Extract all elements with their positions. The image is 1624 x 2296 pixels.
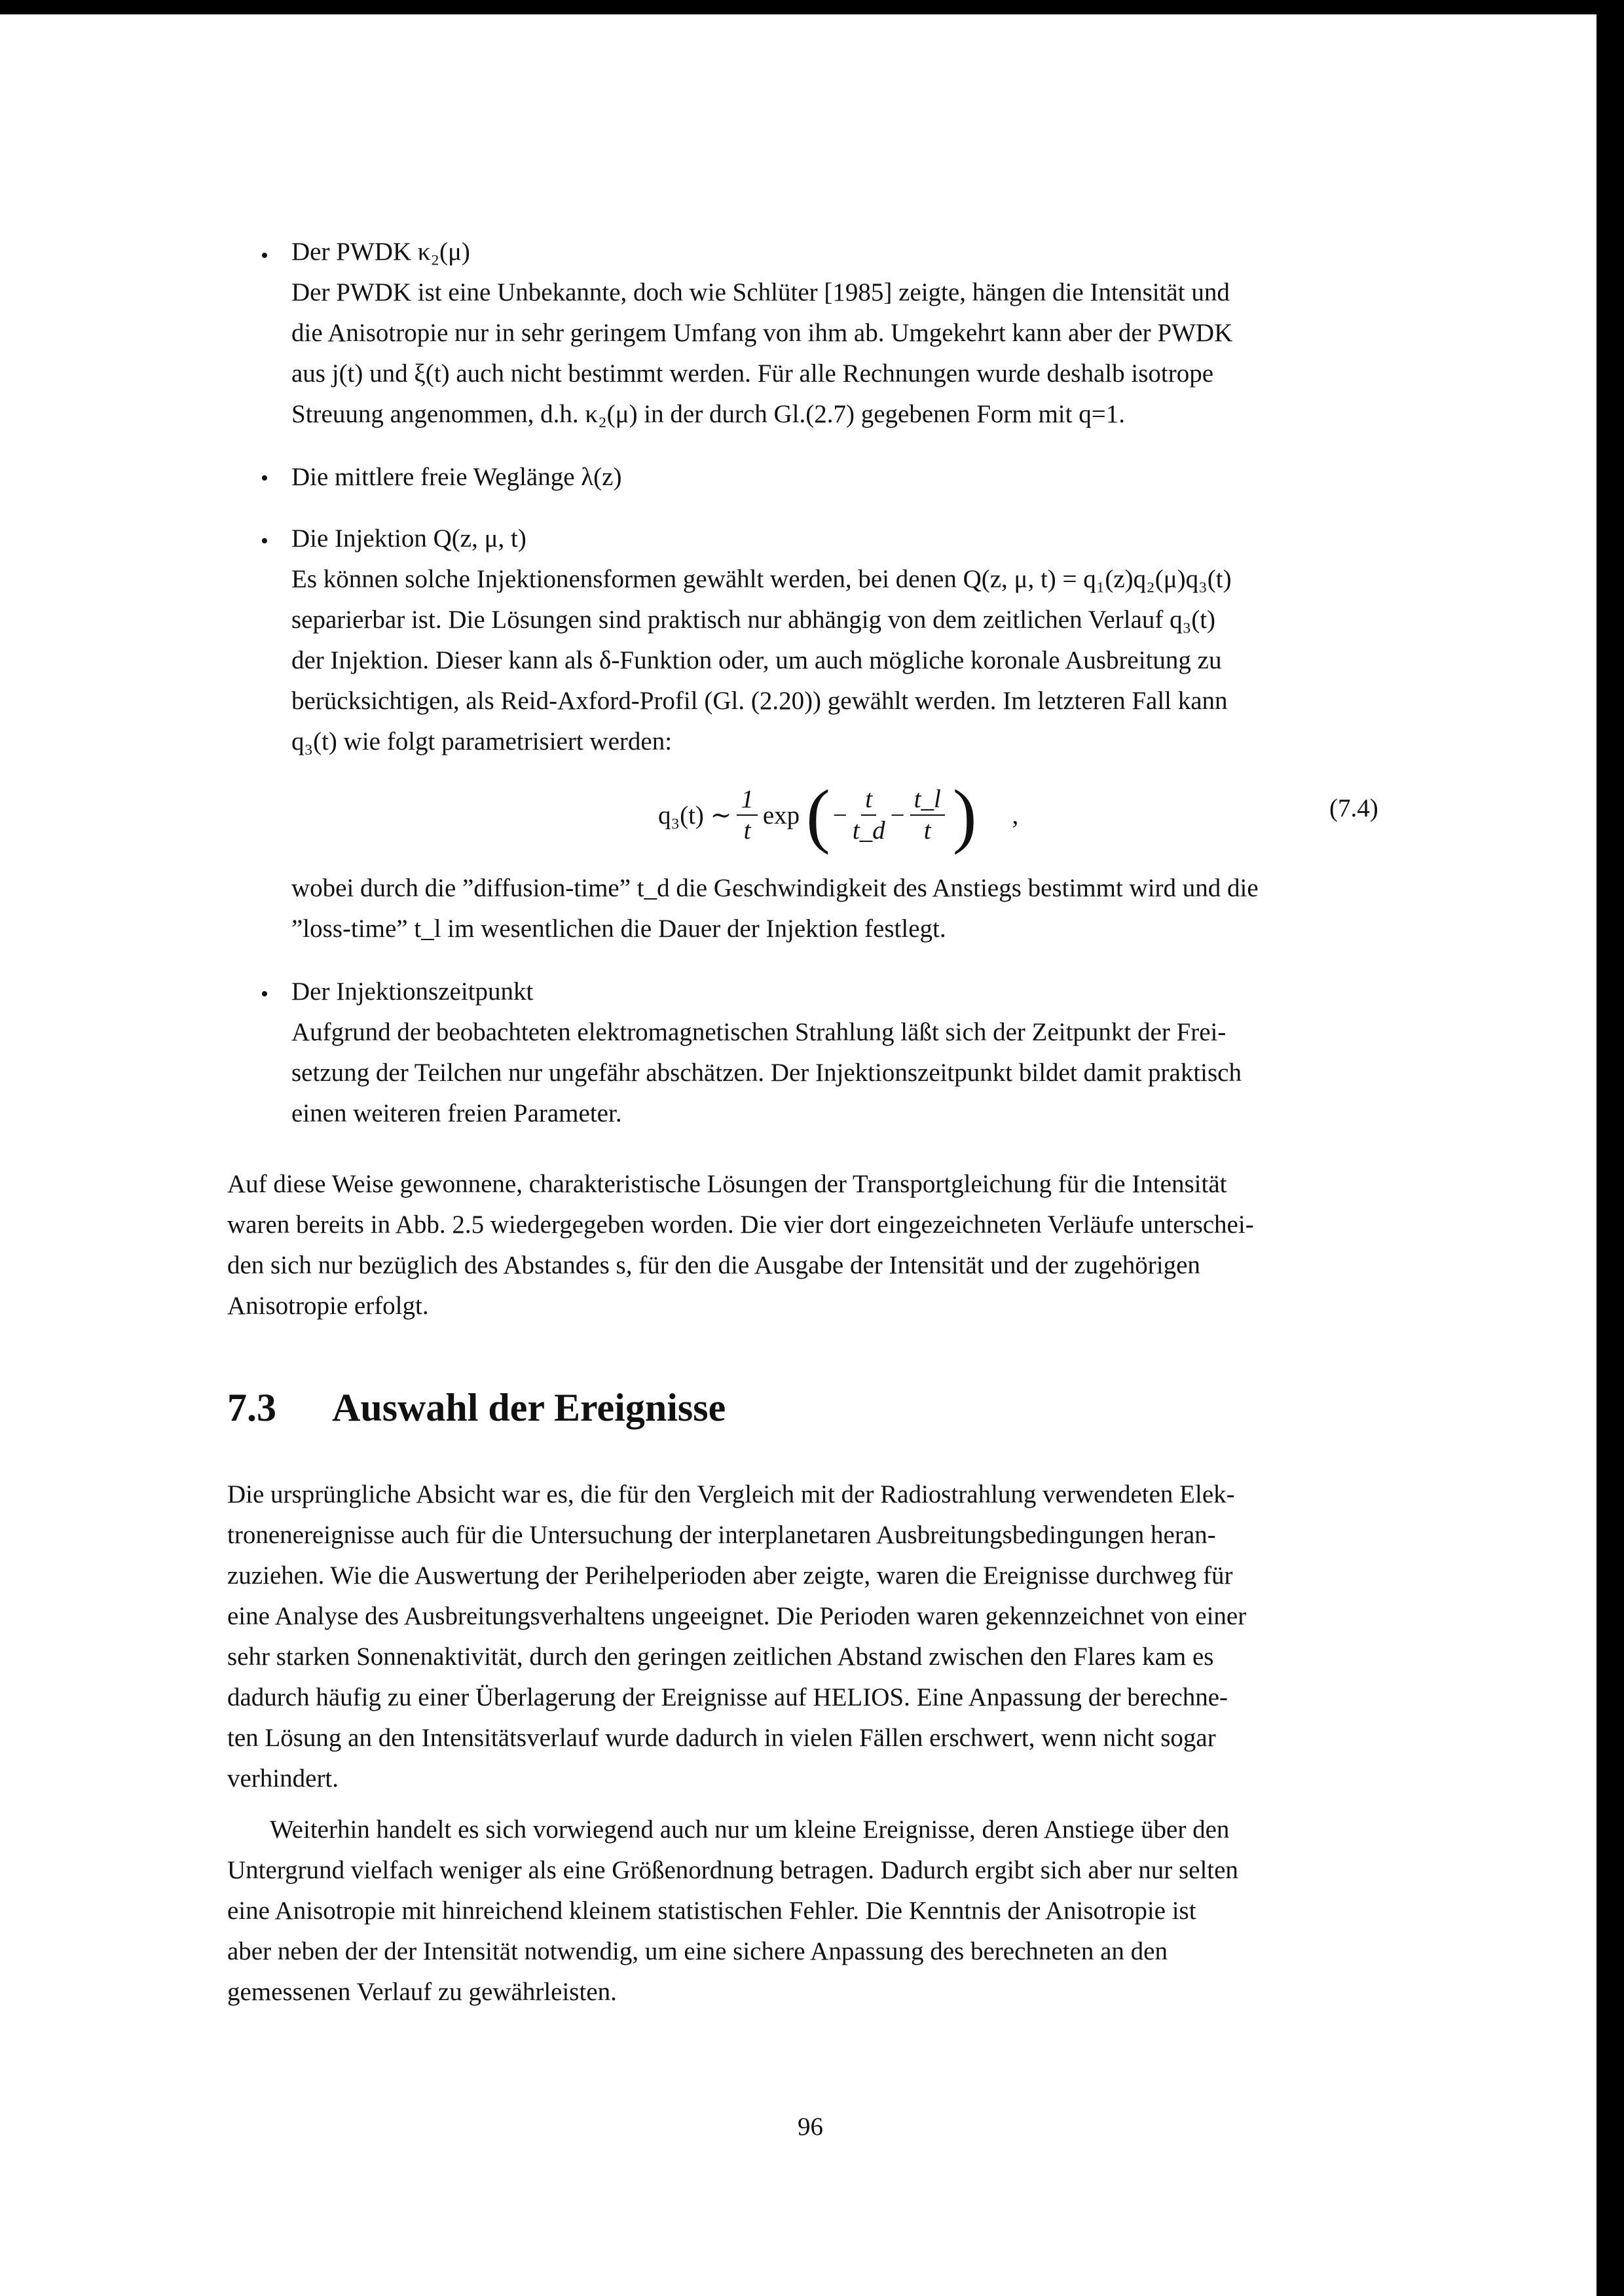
text-line: Anisotropie erfolgt. [227, 1292, 429, 1320]
text-line: ten Lösung an den Intensitätsverlauf wurde dadurch in vielen Fällen erschwert, wenn nicht sogar [227, 1724, 1216, 1752]
fraction-tl-over-t [910, 784, 945, 846]
bullet-marker: • [261, 244, 268, 268]
equation-number: (7.4) [1329, 794, 1378, 822]
section-heading [227, 1381, 726, 1434]
text-line: verhindert. [227, 1764, 339, 1793]
text-line: Auf diese Weise gewonnene, charakteristische Lösungen der Transportgleichung für die Intensität [227, 1170, 1227, 1198]
text-line: eine Analyse des Ausbreitungsverhaltens ungeeignet. Die Perioden waren gekennzeichnet von einer [227, 1602, 1247, 1630]
left-paren-icon: ( [806, 775, 830, 855]
text-line: zuziehen. Wie die Auswertung der Perihelperioden aber zeigte, waren die Ereignisse durchweg für [227, 1561, 1233, 1590]
section-title: Auswahl der Ereignisse [332, 1386, 726, 1429]
bullet-line: berücksichtigen, als Reid-Axford-Profil (Gl. (2.20)) gewählt werden. Im letzteren Fall kann [291, 687, 1228, 715]
fraction-numerator: t [861, 784, 876, 816]
text-line: Weiterhin handelt es sich vorwiegend auch nur um kleine Ereignisse, deren Anstiege über den [270, 1815, 1230, 1844]
bullet-item [291, 972, 1385, 1134]
fraction-t-over-td [853, 784, 885, 846]
text-line: gemessenen Verlauf zu gewährleisten. [227, 1978, 617, 2006]
equation-minus: − [890, 801, 905, 829]
bullet-head: Die mittlere freie Weglänge λ(z) [291, 463, 622, 491]
bullet-line: einen weiteren freien Parameter. [291, 1099, 622, 1127]
bullet-head: Die Injektion Q(z, μ, t) [291, 524, 526, 553]
paragraph [227, 1810, 1386, 2013]
bullet-line: q₃(t) wie folgt parametrisiert werden: [291, 727, 673, 756]
bullet-line: setzung der Teilchen nur ungefähr abschätzen. Der Injektionszeitpunkt bildet damit praktisch [291, 1059, 1242, 1087]
bullet-line: Aufgrund der beobachteten elektromagnetischen Strahlung läßt sich der Zeitpunkt der Frei- [291, 1018, 1227, 1046]
fraction-denominator: t [923, 816, 931, 845]
right-paren-icon: ) [952, 775, 977, 855]
equation-7-4 [658, 773, 1018, 858]
bullet-line: die Anisotropie nur in sehr geringem Umfang von ihm ab. Umgekehrt kann aber der PWDK [291, 319, 1233, 347]
bullet-line: Der PWDK ist eine Unbekannte, doch wie Schlüter [1985] zeigte, hängen die Intensität und [291, 278, 1230, 306]
fraction-denominator: t_d [852, 816, 885, 845]
section-number: 7.3 [227, 1386, 276, 1429]
fraction-numerator: t_l [910, 784, 945, 816]
text-line: den sich nur bezüglich des Abstandes s, für den die Ausgabe der Intensität und der zugehörigen [227, 1251, 1200, 1279]
text-line: eine Anisotropie mit hinreichend kleinem statistischen Fehler. Die Kenntnis der Anisotropie ist [227, 1897, 1196, 1925]
bullet-item [291, 457, 1385, 498]
paragraph [227, 1164, 1386, 1326]
bullet-line: Streuung angenommen, d.h. κ₂(μ) in der durch Gl.(2.7) gegebenen Form mit q=1. [291, 400, 1125, 428]
text-line: dadurch häufig zu einer Überlagerung der Ereignisse auf HELIOS. Eine Anpassung der berechne- [227, 1683, 1228, 1711]
equation-explanation [291, 868, 1385, 949]
text-line: wobei durch die ”diffusion-time” t_d die Geschwindigkeit des Anstiegs bestimmt wird und die [291, 874, 1259, 902]
page-number: 96 [798, 2113, 823, 2141]
bullet-item [291, 232, 1385, 435]
bullet-line: aus j(t) und ξ(t) auch nicht bestimmt werden. Für alle Rechnungen wurde deshalb isotrope [291, 359, 1214, 388]
text-line: Untergrund vielfach weniger als eine Größenordnung betragen. Dadurch ergibt sich aber nur selten [227, 1856, 1238, 1884]
equation-exp: exp [762, 801, 800, 829]
bullet-head: Der Injektionszeitpunkt [291, 977, 534, 1006]
text-line: sehr starken Sonnenaktivität, durch den geringen zeitlichen Abstand zwischen den Flares kam es [227, 1643, 1214, 1671]
paragraph [227, 1474, 1386, 1799]
text-line: aber neben der der Intensität notwendig, um eine sichere Anpassung des berechneten an den [227, 1937, 1168, 1965]
fraction-numerator: 1 [737, 784, 758, 816]
bullet-marker: • [261, 529, 268, 553]
bullet-head: Der PWDK κ₂(μ) [291, 238, 470, 266]
bullet-line: der Injektion. Dieser kann als δ-Funktion oder, um auch mögliche koronale Ausbreitung zu [291, 646, 1222, 674]
bullet-item [291, 519, 1385, 762]
bullet-line: Es können solche Injektionensformen gewählt werden, bei denen Q(z, μ, t) = q₁(z)q₂(μ)q₃(t) [291, 565, 1232, 593]
bullet-marker: • [261, 982, 268, 1006]
equation-minus: − [832, 801, 847, 829]
equation-lhs: q₃(t) ∼ [658, 801, 732, 829]
text-line: Die ursprüngliche Absicht war es, die für den Vergleich mit der Radiostrahlung verwendeten Elek- [227, 1480, 1235, 1508]
fraction-one-over-t [737, 784, 758, 846]
bullet-line: separierbar ist. Die Lösungen sind praktisch nur abhängig von dem zeitlichen Verlauf q₃(t) [291, 606, 1216, 634]
bullet-marker: • [261, 466, 268, 490]
equation-comma: , [1012, 801, 1019, 829]
text-line: tronenereignisse auch für die Untersuchung der interplanetaren Ausbreitungsbedingungen heran- [227, 1521, 1216, 1549]
text-line: ”loss-time” t_l im wesentlichen die Dauer der Injektion festlegt. [291, 915, 946, 943]
text-line: waren bereits in Abb. 2.5 wiedergegeben worden. Die vier dort eingezeichneten Verläufe unterschei- [227, 1211, 1254, 1239]
fraction-denominator: t [743, 816, 751, 845]
